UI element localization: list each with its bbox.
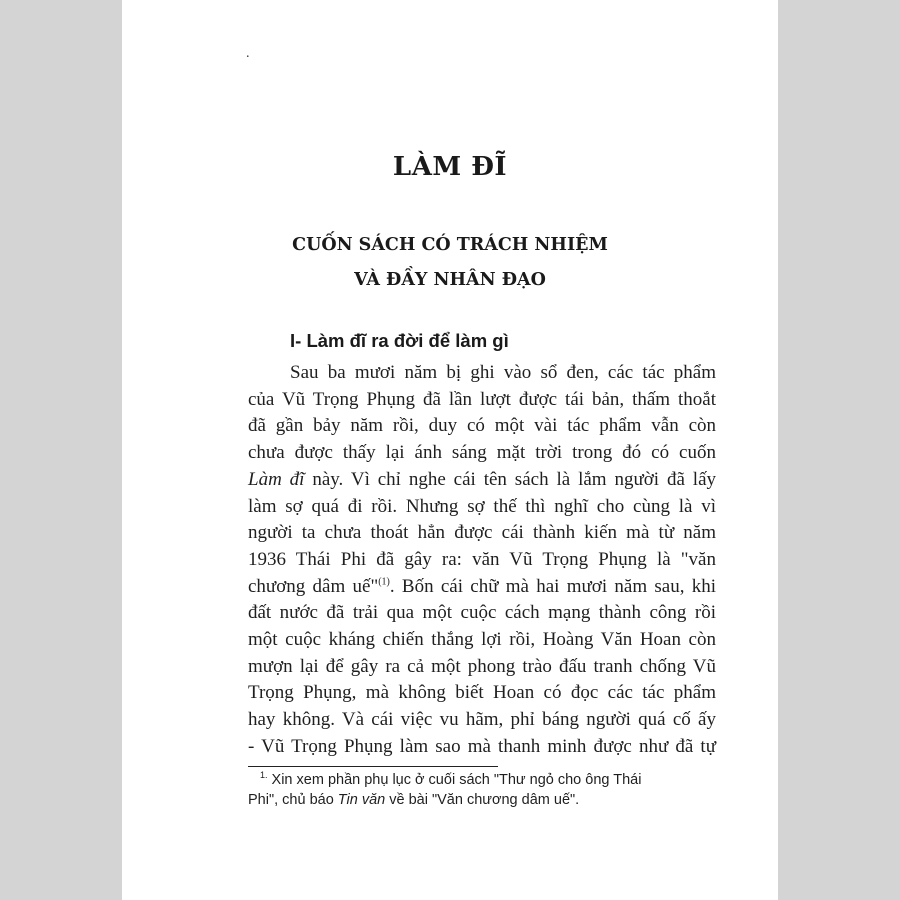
body-line: Sau ba mươi năm bị ghi vào sổ đen, các tác phẩm <box>290 362 716 383</box>
body-line: mượn lại để gây ra cả một phong trào đấu tranh chống Vũ <box>248 655 716 677</box>
body-line: 1936 Thái Phi đã gây ra: văn Vũ Trọng Phụng là "văn <box>248 548 716 570</box>
body-line: Trọng Phụng, mà không biết Hoan có đọc các tác phẩm <box>248 682 716 704</box>
footnote-line <box>248 790 716 810</box>
body-line: đất nước đã trải qua một cuộc cách mạng thành công rồi <box>248 602 716 624</box>
body-line: làm sợ quá đi rồi. Nhưng sợ thế thì nghĩ cho cùng là vì <box>248 495 716 517</box>
body-line: người ta chưa thoát hẳn được cái thành kiến mà từ năm <box>248 522 716 544</box>
footnote-text: về bài "Văn chương dâm uế". <box>385 792 580 808</box>
body-line: - Vũ Trọng Phụng làm sao mà thanh minh được như đã tự <box>248 735 716 757</box>
body-line <box>248 574 716 601</box>
subtitle-line-1: CUỐN SÁCH CÓ TRÁCH NHIỆM <box>292 235 608 255</box>
body-line-rest: này. Vì chỉ nghe cái tên sách là lắm người đã lấy <box>304 468 716 490</box>
chapter-subtitle <box>122 228 778 298</box>
footnote-text: Xin xem phần phụ lục ở cuối sách "Thư ngỏ cho ông Thái <box>267 772 642 788</box>
footnote <box>248 770 716 810</box>
book-page <box>122 0 778 900</box>
body-line-rest: . Bốn cái chữ mà hai mươi năm sau, khi <box>389 575 716 597</box>
body-line-start: chương dâm uế" <box>248 575 379 597</box>
body-line: hay không. Và cái việc vu hãm, phỉ báng người quá cố ấy <box>248 709 716 731</box>
body-line <box>248 467 716 494</box>
body-line: của Vũ Trọng Phụng đã lần lượt được tái bản, thấm thoắt <box>248 388 716 410</box>
footnote-text: Phi", chủ báo <box>248 792 338 808</box>
body-line: chưa được thấy lại ánh sáng mặt trời trong đó có cuốn <box>248 442 716 464</box>
subtitle-line-2: VÀ ĐẦY NHÂN ĐẠO <box>354 270 546 290</box>
footnote-reference: (1) <box>378 576 390 588</box>
footnote-divider <box>248 766 498 767</box>
footnote-number: 1. <box>260 770 268 781</box>
newspaper-title-italic: Tin văn <box>337 792 386 808</box>
page-marker: . <box>246 46 250 61</box>
chapter-title: LÀM ĐĨ <box>392 152 508 182</box>
section-heading: I- Làm đĩ ra đời để làm gì <box>290 330 509 351</box>
body-paragraph <box>248 360 716 761</box>
body-line: đã gần bảy năm rồi, duy có một vài tác phẩm vẫn còn <box>248 415 716 437</box>
footnote-line <box>248 770 716 790</box>
book-title-italic: Làm đĩ <box>248 468 305 490</box>
body-line: một cuộc kháng chiến thắng lợi rồi, Hoàng Văn Hoan còn <box>248 629 716 651</box>
